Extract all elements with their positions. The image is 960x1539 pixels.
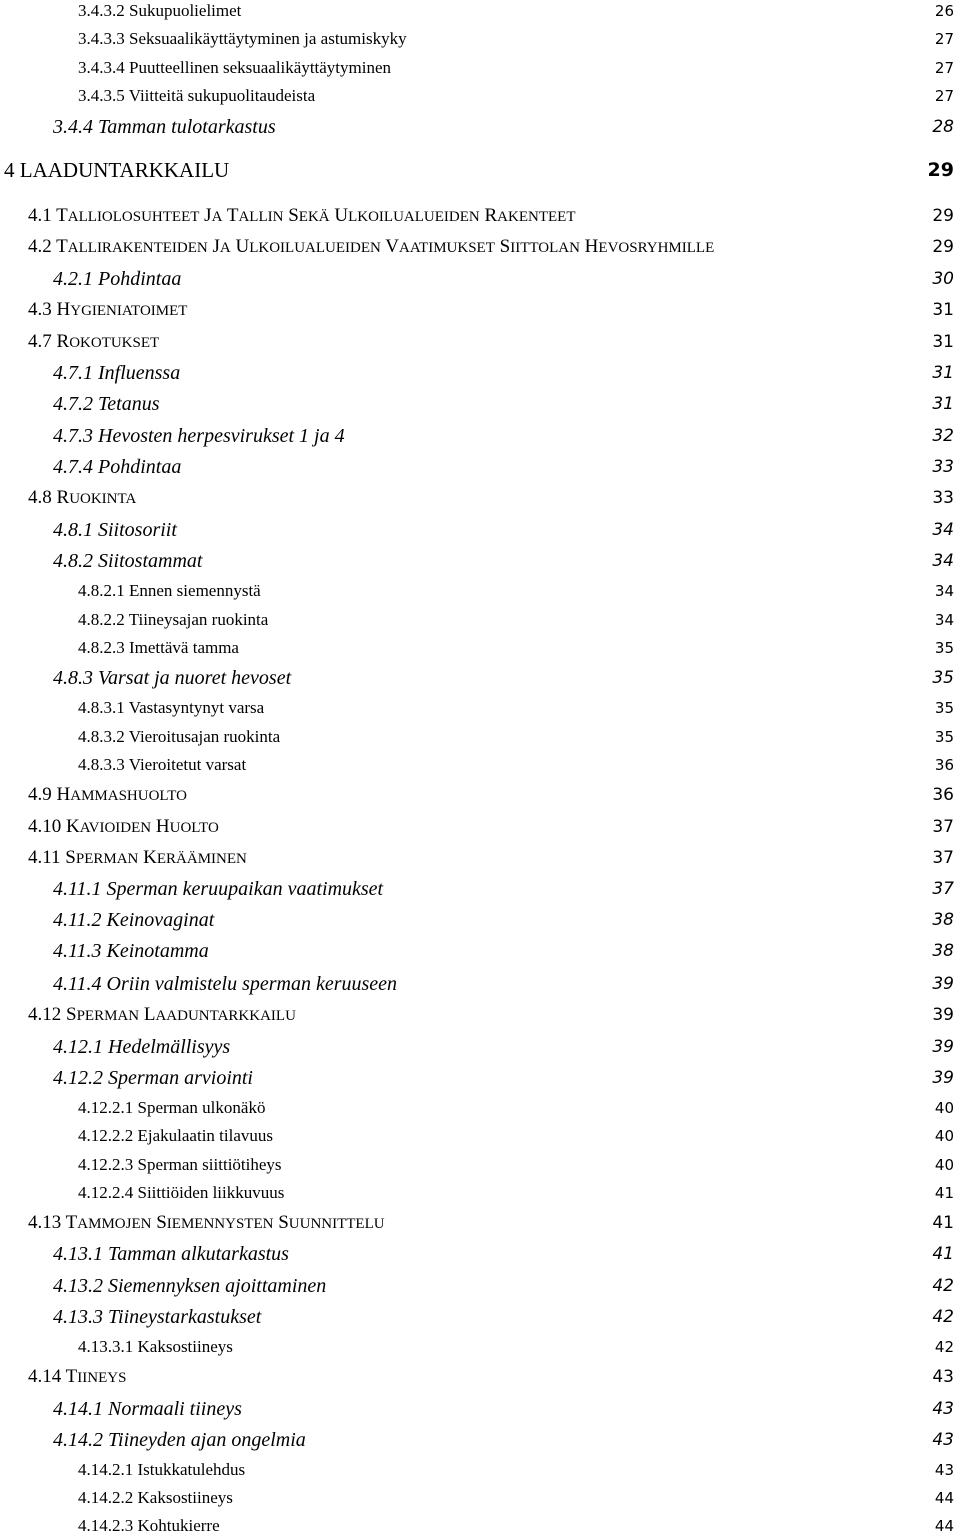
- toc-entry-title: SPERMAN KERÄÄMINEN: [65, 847, 247, 868]
- toc-entry-label: [53, 876, 383, 902]
- toc-entry[interactable]: [0, 814, 960, 840]
- toc-page-number: 41: [932, 1213, 954, 1233]
- toc-page-number: 34: [934, 582, 954, 600]
- toc-entry[interactable]: [0, 1304, 960, 1330]
- toc-entry-title: Tiineyden ajan ongelmia: [108, 1429, 306, 1451]
- toc-page-number: 27: [934, 30, 954, 48]
- toc-entry-label: [28, 845, 247, 872]
- toc-entry[interactable]: [0, 1457, 960, 1483]
- toc-entry-number: 4.8.3.3: [78, 755, 125, 774]
- toc-entry-title: HAMMASHUOLTO: [56, 784, 187, 805]
- toc-page-number: 35: [934, 699, 954, 717]
- toc-page-number: 43: [932, 1430, 954, 1450]
- toc-entry-label: [28, 203, 575, 230]
- toc-entry-title: Siemennyksen ajoittaminen: [108, 1275, 327, 1297]
- toc-page-number: 32: [932, 426, 954, 446]
- toc-entry-title: Tamman alkutarkastus: [108, 1243, 289, 1265]
- toc-entry-label: [53, 938, 209, 964]
- toc-entry-title: Kaksostiineys: [137, 1337, 233, 1356]
- toc-entry-label: [28, 234, 714, 261]
- toc-entry[interactable]: [0, 1123, 960, 1149]
- toc-entry-label: [53, 907, 214, 933]
- toc-entry-number: 4.7.2: [53, 393, 93, 415]
- toc-entry[interactable]: [0, 454, 960, 480]
- toc-entry-title: Ennen siemennystä: [129, 581, 261, 600]
- toc-entry-label: [53, 1034, 230, 1060]
- toc-page-number: 29: [927, 159, 954, 181]
- toc-page-number: 33: [932, 488, 954, 508]
- toc-entry[interactable]: [0, 752, 960, 778]
- toc-entry-number: 4.10: [28, 816, 62, 837]
- toc-entry-title: Varsat ja nuoret hevoset: [98, 667, 292, 689]
- toc-entry[interactable]: [0, 1364, 960, 1390]
- toc-entry-title: Influenssa: [98, 362, 181, 384]
- toc-entry-label: [78, 1513, 220, 1539]
- toc-entry-number: 4.2: [28, 236, 52, 257]
- toc-entry[interactable]: [0, 1152, 960, 1178]
- toc-entry-number: 4.7.1: [53, 362, 93, 384]
- toc-entry-number: 4.13.3.1: [78, 1337, 134, 1356]
- toc-page-number: 36: [934, 756, 954, 774]
- toc-entry[interactable]: [0, 635, 960, 661]
- toc-entry[interactable]: [0, 517, 960, 543]
- toc-entry-label: [53, 1241, 289, 1267]
- toc-entry-number: 4.8.2.1: [78, 581, 125, 600]
- toc-entry[interactable]: [0, 695, 960, 721]
- toc-page-number: 27: [934, 59, 954, 77]
- toc-entry[interactable]: [0, 1180, 960, 1206]
- toc-entry-title: Sperman ulkonäkö: [137, 1098, 266, 1117]
- toc-entry-number: 4.11.3: [53, 940, 102, 962]
- toc-entry[interactable]: [0, 1427, 960, 1453]
- toc-entry-number: 4.11: [28, 847, 61, 868]
- toc-entry-label: [28, 329, 159, 356]
- toc-entry[interactable]: [0, 55, 960, 81]
- toc-entry-number: 4.8.3.1: [78, 698, 125, 717]
- toc-entry-title: Tiineystarkastukset: [108, 1306, 262, 1328]
- toc-entry-label: [78, 635, 239, 661]
- toc-page-number: 39: [932, 1037, 954, 1057]
- toc-entry-title: Siittiöiden liikkuvuus: [137, 1183, 285, 1202]
- toc-entry-label: [28, 297, 187, 324]
- toc-entry[interactable]: [0, 485, 960, 511]
- toc-entry-title: Puutteellinen seksuaalikäyttäytyminen: [129, 58, 392, 77]
- toc-entry-title: Tiineysajan ruokinta: [128, 610, 269, 629]
- toc-entry-title: Vastasyntynyt varsa: [128, 698, 265, 717]
- toc-entry-number: 4.12.2: [53, 1067, 103, 1089]
- toc-entry-title: Siitostammat: [98, 550, 203, 572]
- toc-entry[interactable]: [0, 548, 960, 574]
- toc-entry-title: TAMMOJEN SIEMENNYSTEN SUUNNITTELU: [65, 1212, 385, 1233]
- toc-entry[interactable]: [0, 1065, 960, 1091]
- toc-page-number: 44: [934, 1489, 954, 1507]
- toc-entry-label: [78, 607, 268, 633]
- toc-entry-label: [78, 1485, 233, 1511]
- toc-entry-label: [78, 1334, 233, 1360]
- toc-entry-label: [28, 814, 219, 841]
- toc-entry[interactable]: [0, 26, 960, 52]
- toc-entry[interactable]: [0, 1095, 960, 1121]
- toc-entry[interactable]: [0, 1210, 960, 1236]
- toc-entry-title: TALLIOLOSUHTEET JA TALLIN SEKÄ ULKOILUALUEIDEN RAKENTEET: [56, 205, 576, 226]
- toc-entry-number: 4.14.2.1: [78, 1460, 134, 1479]
- toc-entry[interactable]: [0, 782, 960, 808]
- toc-page-number: 40: [934, 1127, 954, 1145]
- toc-entry-label: [78, 752, 246, 778]
- toc-entry-number: 4.14: [28, 1366, 62, 1387]
- toc-entry[interactable]: [0, 876, 960, 902]
- toc-entry[interactable]: [0, 114, 960, 140]
- toc-entry-label: [78, 55, 391, 81]
- toc-entry-number: 3.4.3.5: [78, 86, 125, 105]
- toc-entry-title: Ejakulaatin tilavuus: [137, 1126, 273, 1145]
- toc-entry-title: Hedelmällisyys: [108, 1036, 231, 1058]
- toc-page-number: 37: [932, 848, 954, 868]
- toc-entry-title: Pohdintaa: [98, 456, 182, 478]
- toc-entry[interactable]: [0, 607, 960, 633]
- toc-entry-number: 4.8.1: [53, 519, 93, 541]
- toc-entry-title: Sperman siittiötiheys: [137, 1155, 282, 1174]
- toc-entry-label: [53, 360, 180, 386]
- toc-entry-number: 4.11.4: [53, 973, 102, 995]
- toc-page-number: 44: [934, 1517, 954, 1535]
- toc-entry-label: [28, 485, 136, 512]
- toc-entry-title: Vieroitetut varsat: [128, 755, 247, 774]
- toc-entry[interactable]: [0, 329, 960, 355]
- toc-entry-number: 4.12.2.4: [78, 1183, 134, 1202]
- toc-entry-label: [78, 1095, 265, 1121]
- toc-page-number: 29: [932, 237, 954, 257]
- toc-entry-label: [53, 971, 397, 997]
- toc-entry-number: 4.8: [28, 487, 52, 508]
- toc-page-number: 30: [932, 269, 954, 289]
- toc-entry-label: [53, 1396, 242, 1422]
- toc-page-number: 40: [934, 1099, 954, 1117]
- toc-entry[interactable]: [0, 1334, 960, 1360]
- toc-entry-title: TALLIRAKENTEIDEN JA ULKOILUALUEIDEN VAATIMUKSET SIITTOLAN HEVOSRYHMILLE: [56, 236, 715, 257]
- toc-entry-title: Tamman tulotarkastus: [98, 116, 276, 138]
- toc-entry-label: [53, 423, 345, 449]
- toc-page-number: 27: [934, 87, 954, 105]
- toc-entry[interactable]: [0, 297, 960, 323]
- toc-entry-title: KAVIOIDEN HUOLTO: [66, 816, 219, 837]
- toc-entry-number: 4.12: [28, 1004, 62, 1025]
- toc-entry-label: [53, 266, 181, 292]
- toc-entry-number: 4.11.1: [53, 878, 102, 900]
- toc-page-number: 40: [934, 1156, 954, 1174]
- toc-entry-title: LAADUNTARKKAILU: [19, 158, 230, 182]
- toc-entry[interactable]: [0, 391, 960, 417]
- toc-entry-label: [78, 1123, 273, 1149]
- toc-entry-title: SPERMAN LAADUNTARKKAILU: [66, 1004, 296, 1025]
- toc-entry-number: 4.14.2.2: [78, 1488, 134, 1507]
- toc-entry-label: [53, 548, 202, 574]
- toc-entry-label: [78, 578, 261, 604]
- toc-page-number: 42: [934, 1338, 954, 1356]
- toc-entry-number: 4.3: [28, 299, 52, 320]
- toc-entry-label: [78, 26, 407, 52]
- toc-page-number: 35: [932, 668, 954, 688]
- toc-entry-label: [53, 1273, 326, 1299]
- toc-page-number: 39: [932, 1068, 954, 1088]
- toc-entry-label: [53, 391, 160, 417]
- toc-page-number: 42: [932, 1307, 954, 1327]
- toc-entry-number: 4.8.3: [53, 667, 93, 689]
- toc-entry-number: 4.7.3: [53, 425, 93, 447]
- toc-entry-label: [78, 1152, 282, 1178]
- toc-entry-label: [53, 454, 181, 480]
- toc-entry-label: [28, 1210, 385, 1237]
- toc-entry-title: TIINEYS: [65, 1366, 127, 1387]
- toc-entry-title: Viitteitä sukupuolitaudeista: [128, 86, 316, 105]
- toc-entry-label: [78, 724, 280, 750]
- toc-entry-label: [4, 157, 229, 183]
- toc-page-number: 35: [934, 728, 954, 746]
- toc-entry-number: 4.14.1: [53, 1398, 103, 1420]
- toc-entry[interactable]: [0, 203, 960, 229]
- toc-entry-label: [28, 782, 187, 809]
- toc-entry-number: 3.4.4: [53, 116, 93, 138]
- toc-page-number: 42: [932, 1276, 954, 1296]
- toc-entry-number: 4.9: [28, 784, 52, 805]
- toc-entry-number: 4.8.2.3: [78, 638, 125, 657]
- toc-page-number: 37: [932, 879, 954, 899]
- toc-entry-label: [78, 1180, 284, 1206]
- toc-entry[interactable]: [0, 266, 960, 292]
- toc-page-number: 43: [934, 1461, 954, 1479]
- toc-entry-label: [78, 83, 315, 109]
- toc-page-number: 31: [932, 363, 954, 383]
- toc-entry-title: Oriin valmistelu sperman keruuseen: [106, 973, 398, 995]
- toc-entry-number: 4.12.1: [53, 1036, 103, 1058]
- toc-entry-label: [78, 0, 241, 24]
- toc-entry-label: [28, 1364, 126, 1391]
- toc-page-number: 34: [932, 551, 954, 571]
- toc-entry[interactable]: [0, 83, 960, 109]
- toc-entry-title: RUOKINTA: [56, 487, 137, 508]
- toc-entry[interactable]: [0, 1485, 960, 1511]
- toc-entry-label: [53, 517, 177, 543]
- toc-entry[interactable]: [0, 724, 960, 750]
- toc-page-number: 31: [932, 300, 954, 320]
- toc-entry-number: 4.13.2: [53, 1275, 103, 1297]
- toc-entry-number: 3.4.3.4: [78, 58, 125, 77]
- toc-entry-number: 4: [4, 158, 15, 182]
- toc-page-number: 34: [934, 611, 954, 629]
- toc-entry-label: [28, 1002, 296, 1029]
- toc-entry[interactable]: [0, 0, 960, 24]
- toc-entry[interactable]: [0, 157, 960, 183]
- toc-entry[interactable]: [0, 938, 960, 964]
- toc-entry-label: [78, 695, 264, 721]
- toc-entry-label: [53, 665, 291, 691]
- toc-entry[interactable]: [0, 1513, 960, 1539]
- toc-page-number: 39: [932, 1005, 954, 1025]
- toc-entry-title: Kohtukierre: [137, 1516, 220, 1535]
- toc-entry-number: 4.13.3: [53, 1306, 103, 1328]
- toc-entry-number: 4.14.2.3: [78, 1516, 134, 1535]
- toc-entry-title: Hevosten herpesvirukset 1 ja 4: [98, 425, 345, 447]
- toc-page-number: 31: [932, 332, 954, 352]
- toc-entry-label: [53, 1065, 253, 1091]
- toc-entry-title: Sperman arviointi: [108, 1067, 253, 1089]
- toc-page-number: 41: [934, 1184, 954, 1202]
- toc-entry-number: 3.4.3.3: [78, 29, 125, 48]
- toc-page-number: 38: [932, 941, 954, 961]
- toc-entry-title: Imettävä tamma: [129, 638, 239, 657]
- toc-entry[interactable]: [0, 578, 960, 604]
- toc-page-number: 35: [934, 639, 954, 657]
- toc-entry[interactable]: [0, 234, 960, 260]
- toc-page-number: 28: [932, 117, 954, 137]
- toc-entry-title: Sukupuolielimet: [129, 1, 242, 20]
- toc-entry-title: HYGIENIATOIMET: [56, 299, 188, 320]
- toc-entry-label: [53, 1304, 261, 1330]
- toc-entry-title: Keinovaginat: [106, 909, 215, 931]
- toc-entry-number: 3.4.3.2: [78, 1, 125, 20]
- toc-entry-title: Kaksostiineys: [137, 1488, 233, 1507]
- toc-entry-number: 4.8.3.2: [78, 727, 125, 746]
- toc-page-number: 33: [932, 457, 954, 477]
- toc-page-number: 43: [932, 1399, 954, 1419]
- toc-entry[interactable]: [0, 1002, 960, 1028]
- toc-entry-title: Siitosoriit: [98, 519, 177, 541]
- toc-entry[interactable]: [0, 665, 960, 691]
- toc-entry-title: Seksuaalikäyttäytyminen ja astumiskyky: [129, 29, 407, 48]
- toc-entry[interactable]: [0, 1396, 960, 1422]
- toc-entry-title: Keinotamma: [106, 940, 209, 962]
- toc-entry-number: 4.12.2.2: [78, 1126, 134, 1145]
- toc-entry-number: 4.13: [28, 1212, 62, 1233]
- toc-page-number: 34: [932, 520, 954, 540]
- toc-entry-number: 4.11.2: [53, 909, 102, 931]
- toc-entry-number: 4.14.2: [53, 1429, 103, 1451]
- toc-page-number: 36: [932, 785, 954, 805]
- toc-entry[interactable]: [0, 1034, 960, 1060]
- toc-entry-title: Tetanus: [98, 393, 160, 415]
- toc-entry-title: Pohdintaa: [98, 268, 182, 290]
- toc-entry-number: 4.1: [28, 205, 52, 226]
- toc-entry-label: [78, 1457, 245, 1483]
- toc-entry-title: Istukkatulehdus: [137, 1460, 246, 1479]
- toc-entry[interactable]: [0, 971, 960, 997]
- toc-entry[interactable]: [0, 845, 960, 871]
- toc-entry-number: 4.8.2.2: [78, 610, 125, 629]
- toc-entry-number: 4.2.1: [53, 268, 93, 290]
- toc-entry-title: Vieroitusajan ruokinta: [128, 727, 281, 746]
- toc-entry-title: Sperman keruupaikan vaatimukset: [106, 878, 384, 900]
- toc-page-number: 43: [932, 1367, 954, 1387]
- toc-page-number: 29: [932, 206, 954, 226]
- toc-entry[interactable]: [0, 1241, 960, 1267]
- toc-page-number: 39: [932, 974, 954, 994]
- toc-entry[interactable]: [0, 1273, 960, 1299]
- toc-page-number: 26: [934, 2, 954, 20]
- toc-entry-label: [53, 1427, 306, 1453]
- toc-entry-title: ROKOTUKSET: [56, 331, 160, 352]
- toc-page-number: 37: [932, 817, 954, 837]
- toc-entry-number: 4.7.4: [53, 456, 93, 478]
- toc-entry-label: [53, 114, 276, 140]
- toc-entry-number: 4.12.2.1: [78, 1098, 134, 1117]
- toc-entry[interactable]: [0, 907, 960, 933]
- toc-page-number: 31: [932, 394, 954, 414]
- toc-entry-number: 4.7: [28, 331, 52, 352]
- toc-page-number: 41: [932, 1244, 954, 1264]
- toc-entry-title: Normaali tiineys: [108, 1398, 242, 1420]
- toc-entry[interactable]: [0, 423, 960, 449]
- toc-entry-number: 4.13.1: [53, 1243, 103, 1265]
- toc-entry[interactable]: [0, 360, 960, 386]
- toc-page-number: 38: [932, 910, 954, 930]
- toc-entry-number: 4.12.2.3: [78, 1155, 134, 1174]
- toc-entry-number: 4.8.2: [53, 550, 93, 572]
